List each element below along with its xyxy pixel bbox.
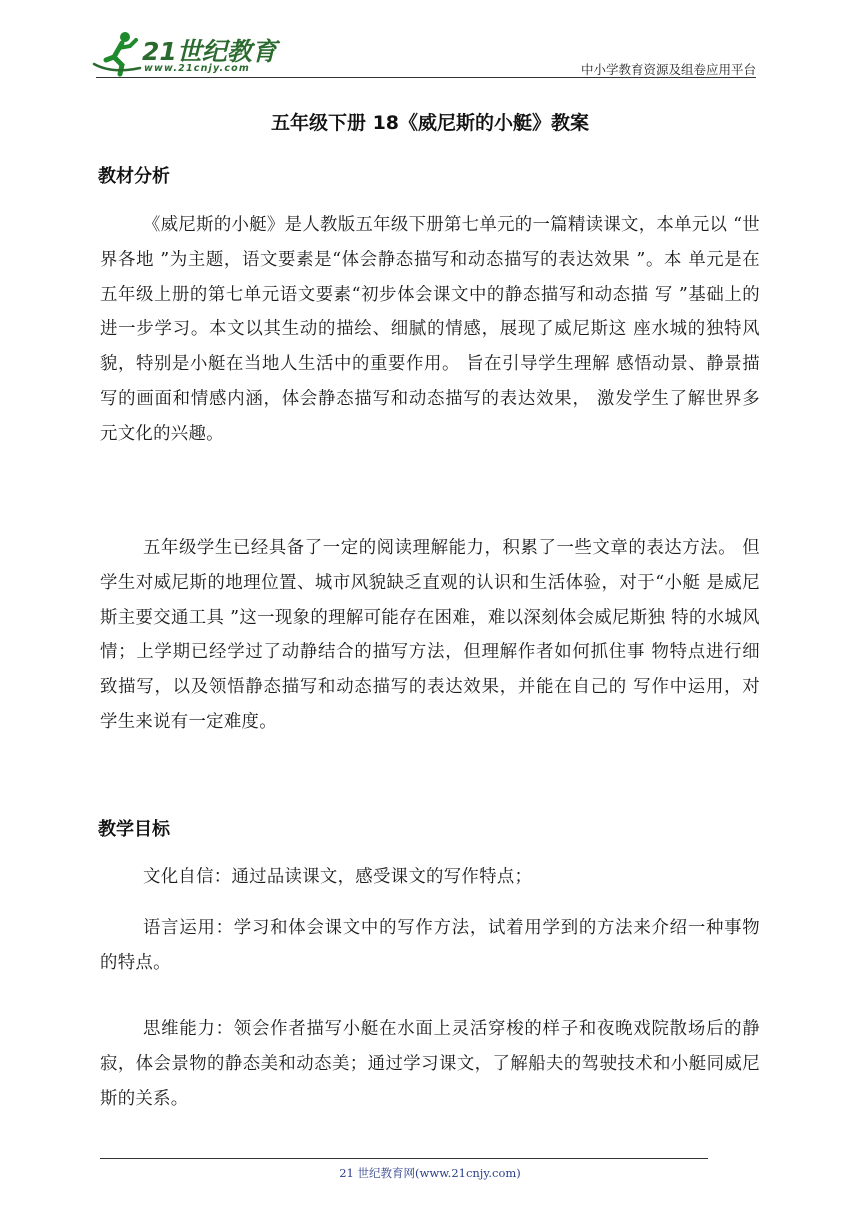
paragraph-analysis-1: 《威尼斯的小艇》是人教版五年级下册第七单元的一篇精读课文，本单元以 “世界各地 ”为主题，语文要素是“体会静态描写和动态描写的表达效果 ”。本 单元是在五年级上册的第七单元语文要素“初步体会课文中的静态描写和动态描 写 ”基础上的进一步学习。本文以其生动的描绘、细腻的情感，展现了威尼斯这 座水城的独特风貌，特别是小艇在当地人生活中的重要作用。 旨在引导学生理解 感悟动景、静景描写的画面和情感内涵，体会静态描写和动态描写的表达效果， 激发学生了解世界多元文化的兴趣。 [100,215,760,444]
page-header [0,0,860,86]
paragraph-objective-thinking: 思维能力：领会作者描写小艇在水面上灵活穿梭的样子和夜晚戏院散场后的静寂，体会景物的静态美和动态美；通过学习课文，了解船夫的驾驶技术和小艇同威尼斯的关系。 [100,1019,760,1109]
section-heading-objectives: 教学目标 [98,819,170,840]
site-logo[interactable] [92,30,277,78]
logo-text: 21世纪教育 [142,37,277,66]
header-divider [96,77,756,78]
footer-link[interactable]: 21 世纪教育网(www.21cnjy.com) [339,1166,521,1180]
footer-divider [100,1158,708,1159]
runner-logo-icon [92,30,148,78]
logo-url: www.21cnjy.com [144,63,250,74]
header-tagline: 中小学教育资源及组卷应用平台 [580,62,756,77]
paragraph-analysis-2: 五年级学生已经具备了一定的阅读理解能力，积累了一些文章的表达方法。 但学生对威尼斯的地理位置、城市风貌缺乏直观的认识和生活体验，对于“小艇 是威尼斯主要交通工具 ”这一现象的理解可能存在困难，难以深刻体会威尼斯独 特的水城风情；上学期已经学过了动静结合的描写方法，但理解作者如何抓住事 物特点进行细致描写，以及领悟静态描写和动态描写的表达效果，并能在自己的 写作中运用，对学生来说有一定难度。 [100,538,760,732]
paragraph-objective-culture: 文化自信：通过品读课文，感受课文的写作特点； [143,867,533,887]
document-title: 五年级下册 18《威尼斯的小艇》教案 [270,112,590,134]
paragraph-objective-language: 语言运用：学习和体会课文中的写作方法，试着用学到的方法来介绍一种事物的特点。 [100,918,760,973]
section-heading-analysis: 教材分析 [98,166,170,187]
